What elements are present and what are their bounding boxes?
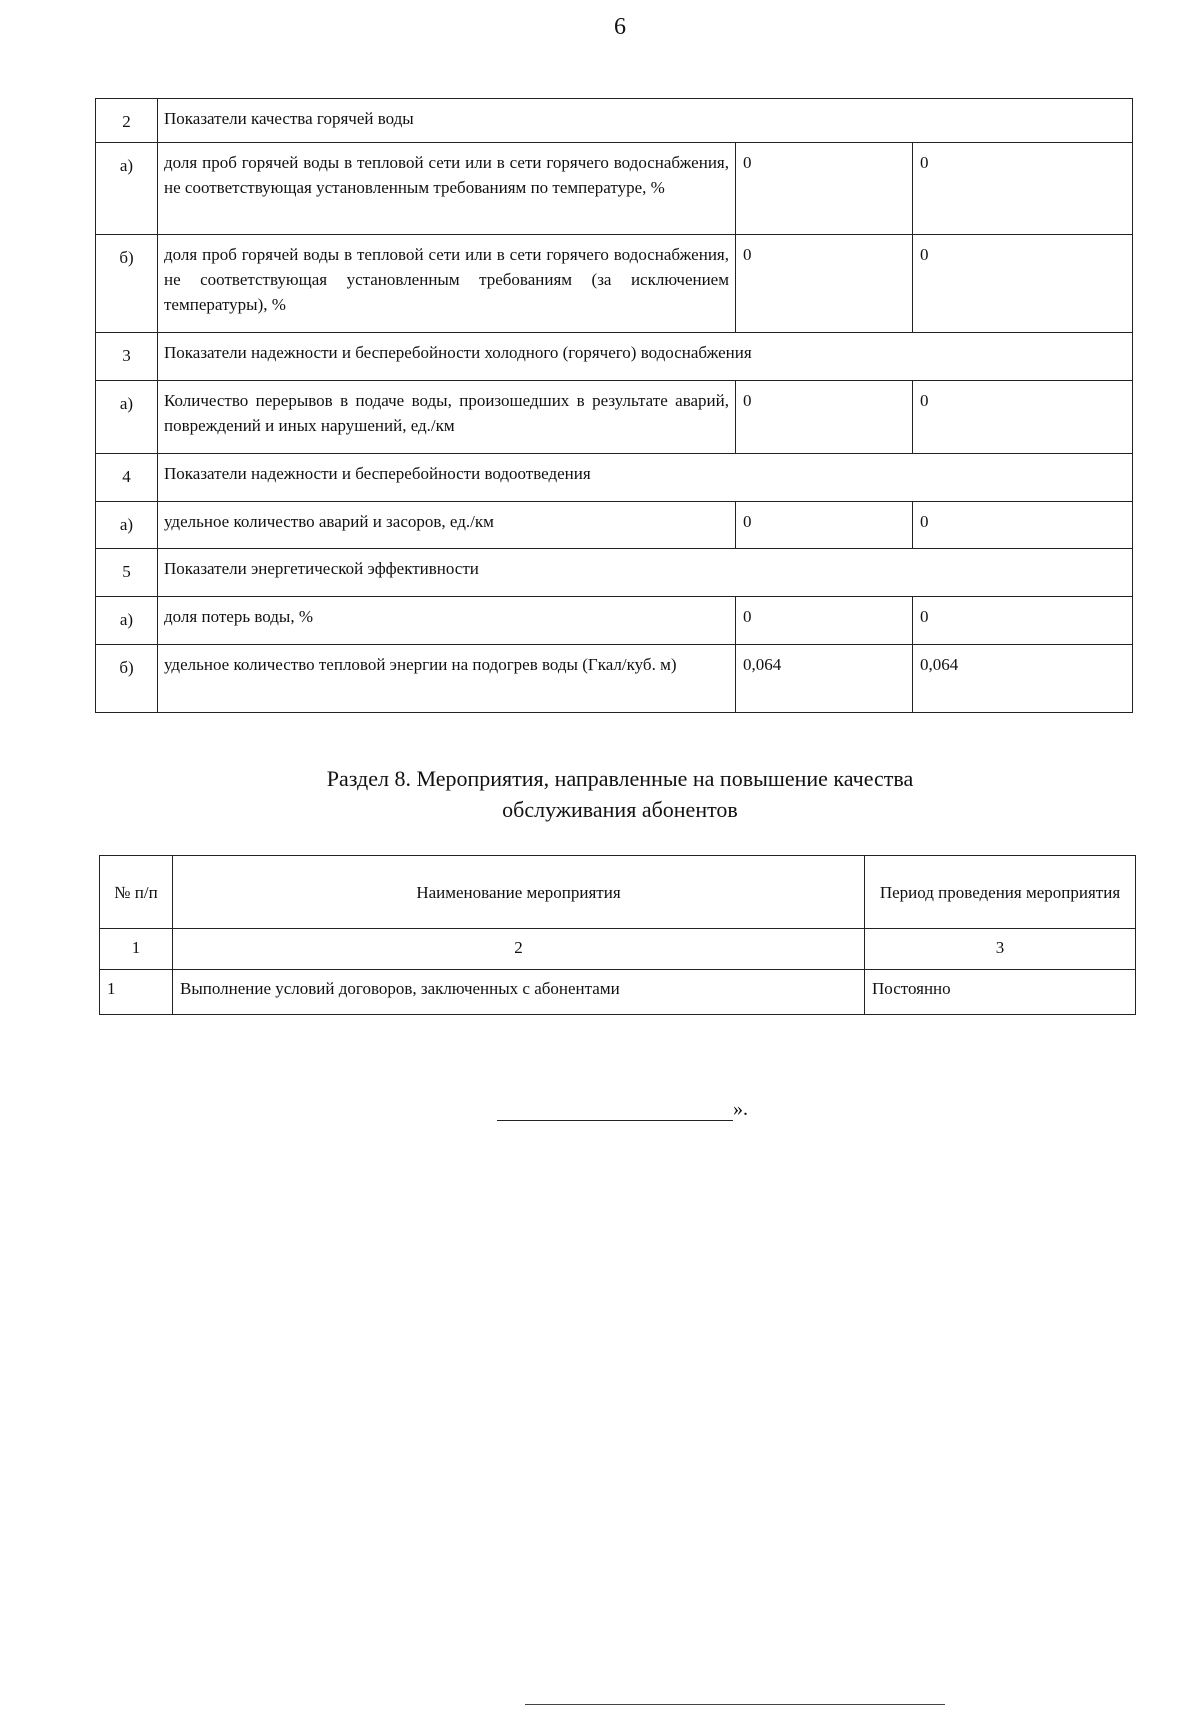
- section-title-line-2: обслуживания абонентов: [502, 797, 738, 822]
- column-number: 3: [865, 929, 1136, 970]
- row-number: 5: [96, 549, 158, 597]
- row-number: 3: [96, 333, 158, 381]
- indicator-value-1: 0: [736, 597, 913, 645]
- indicator-row: [96, 645, 1133, 713]
- measure-period: Постоянно: [865, 970, 1136, 1015]
- indicator-value-2: 0: [913, 235, 1133, 333]
- indicator-group-row: [96, 333, 1133, 381]
- section-title-line-1: Раздел 8. Мероприятия, направленные на повышение качества: [326, 766, 914, 791]
- row-number: а): [96, 597, 158, 645]
- indicator-row: [96, 502, 1133, 549]
- column-number: 1: [100, 929, 173, 970]
- row-number: а): [96, 502, 158, 549]
- measure-number: 1: [100, 970, 173, 1015]
- row-number: 2: [96, 99, 158, 143]
- measures-table: [99, 855, 1136, 1015]
- indicator-value-1: 0: [736, 381, 913, 454]
- indicator-value-1: 0,064: [736, 645, 913, 713]
- indicator-row: [96, 235, 1133, 333]
- header-number: № п/п: [100, 856, 173, 929]
- row-number: б): [96, 645, 158, 713]
- indicator-description: удельное количество аварий и засоров, ед./км: [158, 502, 736, 549]
- indicator-value-1: 0: [736, 235, 913, 333]
- indicator-value-1: 0: [736, 143, 913, 235]
- row-number: а): [96, 143, 158, 235]
- indicator-group-row: [96, 549, 1133, 597]
- section-title: [160, 763, 1080, 825]
- bottom-divider: [525, 1704, 945, 1705]
- indicator-value-2: 0,064: [913, 645, 1133, 713]
- group-title: Показатели надежности и бесперебойности холодного (горячего) водоснабжения: [158, 333, 1133, 381]
- indicator-description: доля проб горячей воды в тепловой сети или в сети горячего водоснабжения, не соответствующая установленным требованиям по температуре, %: [158, 143, 736, 235]
- column-number: 2: [173, 929, 865, 970]
- measure-name: Выполнение условий договоров, заключенных с абонентами: [173, 970, 865, 1015]
- row-number: 4: [96, 454, 158, 502]
- indicator-value-2: 0: [913, 143, 1133, 235]
- group-title: Показатели надежности и бесперебойности водоотведения: [158, 454, 1133, 502]
- table-header-row: [100, 856, 1136, 929]
- indicator-row: [96, 381, 1133, 454]
- table-row: [100, 970, 1136, 1015]
- indicator-description: доля потерь воды, %: [158, 597, 736, 645]
- closing-line: [497, 1098, 748, 1121]
- page-number: 6: [614, 14, 626, 40]
- indicator-value-2: 0: [913, 597, 1133, 645]
- group-title: Показатели качества горячей воды: [158, 99, 1133, 143]
- header-measure-name: Наименование мероприятия: [173, 856, 865, 929]
- indicators-table: [95, 98, 1133, 713]
- row-number: а): [96, 381, 158, 454]
- header-period: Период проведения мероприятия: [865, 856, 1136, 929]
- indicator-group-row: [96, 99, 1133, 143]
- blank-underline: [497, 1100, 733, 1121]
- indicator-row: [96, 143, 1133, 235]
- column-numbers-row: [100, 929, 1136, 970]
- indicator-description: Количество перерывов в подаче воды, произошедших в результате аварий, повреждений и иных нарушений, ед./км: [158, 381, 736, 454]
- row-number: б): [96, 235, 158, 333]
- group-title: Показатели энергетической эффективности: [158, 549, 1133, 597]
- indicator-value-2: 0: [913, 381, 1133, 454]
- indicator-value-1: 0: [736, 502, 913, 549]
- indicator-description: удельное количество тепловой энергии на подогрев воды (Гкал/куб. м): [158, 645, 736, 713]
- closing-quote: ».: [733, 1098, 748, 1120]
- indicator-row: [96, 597, 1133, 645]
- indicator-description: доля проб горячей воды в тепловой сети или в сети горячего водоснабжения, не соответствующая установленным требованиям (за исключением температуры), %: [158, 235, 736, 333]
- indicator-group-row: [96, 454, 1133, 502]
- indicator-value-2: 0: [913, 502, 1133, 549]
